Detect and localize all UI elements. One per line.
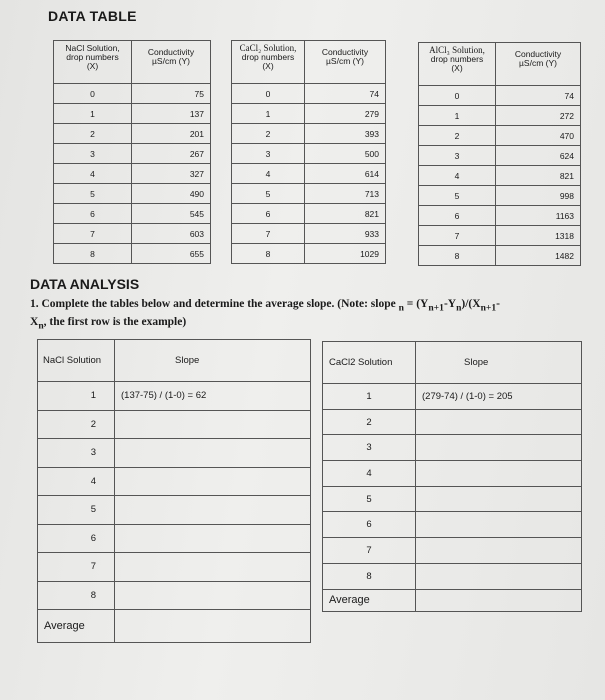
table-row: [54, 144, 211, 164]
table-row: [38, 410, 311, 439]
table-row: [54, 204, 211, 224]
table-row: [323, 409, 582, 435]
table-row: [419, 206, 581, 226]
slope-cell: [416, 486, 582, 512]
conductivity-cell: 279: [305, 104, 386, 124]
table-row: [54, 104, 211, 124]
conductivity-cell: 1482: [496, 246, 581, 266]
drop-number-cell: 8: [419, 246, 496, 266]
drop-number-cell: 6: [419, 206, 496, 226]
table-row: [54, 124, 211, 144]
row-number-cell: 1: [323, 384, 416, 410]
table-row: [419, 86, 581, 106]
table-row: [54, 84, 211, 104]
page-title: DATA TABLE: [48, 8, 137, 24]
table-row: [323, 486, 582, 512]
slope-cell: [115, 553, 311, 582]
conductivity-cell: 998: [496, 186, 581, 206]
slope-cell: [115, 439, 311, 468]
conductivity-cell: 624: [496, 146, 581, 166]
nacl-y-header: Conductivity µS/cm (Y): [132, 41, 211, 84]
table-row: [232, 164, 386, 184]
conductivity-cell: 74: [305, 84, 386, 104]
slope-cell: [115, 496, 311, 525]
table-row: [419, 106, 581, 126]
table-row: [38, 524, 311, 553]
drop-number-cell: 3: [54, 144, 132, 164]
row-number-cell: 6: [323, 512, 416, 538]
table-row: [323, 538, 582, 564]
row-number-cell: 8: [323, 563, 416, 589]
slope-cell: [416, 461, 582, 487]
conductivity-cell: 272: [496, 106, 581, 126]
instructions: 1. Complete the tables below and determine the average slope. (Note: slope $_n = (Y_{n+1}-Y_n)/(X_{n+1}-$ $X_n$, the first row is the example): [30, 298, 500, 332]
table-row: [232, 224, 386, 244]
table-row: [54, 244, 211, 264]
drop-number-cell: 7: [232, 224, 305, 244]
row-number-cell: 4: [323, 461, 416, 487]
slope-cell: [115, 581, 311, 610]
drop-number-cell: 4: [54, 164, 132, 184]
conductivity-cell: 1163: [496, 206, 581, 226]
average-label: Average: [38, 610, 115, 643]
slope-cell: [115, 410, 311, 439]
conductivity-cell: 267: [132, 144, 211, 164]
drop-number-cell: 1: [54, 104, 132, 124]
table-row: [323, 512, 582, 538]
table-row: [232, 104, 386, 124]
average-slope-cell: [416, 589, 582, 611]
table-row: [38, 581, 311, 610]
row-number-cell: 3: [323, 435, 416, 461]
drop-number-cell: 6: [54, 204, 132, 224]
conductivity-cell: 327: [132, 164, 211, 184]
conductivity-cell: 490: [132, 184, 211, 204]
drop-number-cell: 2: [419, 126, 496, 146]
nacl-data-table: [53, 40, 211, 264]
table-row: [54, 184, 211, 204]
slope-cell: (279-74) / (1-0) = 205: [416, 384, 582, 410]
drop-number-cell: 0: [419, 86, 496, 106]
slope-cell: [416, 538, 582, 564]
drop-number-cell: 6: [232, 204, 305, 224]
drop-number-cell: 3: [419, 146, 496, 166]
table-row: [232, 84, 386, 104]
conductivity-cell: 137: [132, 104, 211, 124]
slope-cell: (137-75) / (1-0) = 62: [115, 382, 311, 411]
analysis-title: DATA ANALYSIS: [30, 276, 140, 292]
nacl-solution-header: NaCl Solution: [38, 340, 115, 382]
average-row: [38, 610, 311, 643]
average-row: [323, 589, 582, 611]
conductivity-cell: 470: [496, 126, 581, 146]
row-number-cell: 2: [323, 409, 416, 435]
table-row: [38, 382, 311, 411]
drop-number-cell: 0: [232, 84, 305, 104]
row-number-cell: 6: [38, 524, 115, 553]
conductivity-cell: 603: [132, 224, 211, 244]
row-number-cell: 1: [38, 382, 115, 411]
row-number-cell: 8: [38, 581, 115, 610]
drop-number-cell: 4: [419, 166, 496, 186]
table-row: [38, 439, 311, 468]
row-number-cell: 5: [38, 496, 115, 525]
cacl2-slope-table: [322, 341, 582, 612]
conductivity-cell: 821: [305, 204, 386, 224]
drop-number-cell: 5: [54, 184, 132, 204]
slope-cell: [416, 512, 582, 538]
conductivity-cell: 821: [496, 166, 581, 186]
cacl2-solution-header: CaCl2 Solution: [323, 342, 416, 384]
table-row: [419, 166, 581, 186]
row-number-cell: 4: [38, 467, 115, 496]
nacl-x-header: NaCl Solution, drop numbers (X): [54, 41, 132, 84]
alcl3-data-table: [418, 42, 581, 266]
conductivity-cell: 614: [305, 164, 386, 184]
conductivity-cell: 74: [496, 86, 581, 106]
drop-number-cell: 7: [419, 226, 496, 246]
row-number-cell: 7: [323, 538, 416, 564]
nacl-slope-header: Slope: [115, 340, 311, 382]
conductivity-cell: 75: [132, 84, 211, 104]
drop-number-cell: 0: [54, 84, 132, 104]
drop-number-cell: 4: [232, 164, 305, 184]
drop-number-cell: 2: [232, 124, 305, 144]
slope-cell: [416, 563, 582, 589]
table-row: [323, 563, 582, 589]
drop-number-cell: 5: [419, 186, 496, 206]
conductivity-cell: 713: [305, 184, 386, 204]
cacl2-y-header: Conductivity µS/cm (Y): [305, 41, 386, 84]
conductivity-cell: 655: [132, 244, 211, 264]
table-row: [419, 226, 581, 246]
conductivity-cell: 500: [305, 144, 386, 164]
table-row: [232, 184, 386, 204]
table-row: [232, 144, 386, 164]
table-row: [232, 244, 386, 264]
drop-number-cell: 8: [232, 244, 305, 264]
average-label: Average: [323, 589, 416, 611]
drop-number-cell: 2: [54, 124, 132, 144]
table-row: [323, 461, 582, 487]
table-row: [323, 384, 582, 410]
conductivity-cell: 545: [132, 204, 211, 224]
drop-number-cell: 7: [54, 224, 132, 244]
slope-cell: [115, 524, 311, 553]
drop-number-cell: 3: [232, 144, 305, 164]
slope-cell: [115, 467, 311, 496]
slope-cell: [416, 409, 582, 435]
drop-number-cell: 1: [232, 104, 305, 124]
table-row: [419, 246, 581, 266]
cacl2-slope-header: Slope: [416, 342, 582, 384]
table-row: [323, 435, 582, 461]
nacl-slope-table: [37, 339, 311, 643]
drop-number-cell: 8: [54, 244, 132, 264]
row-number-cell: 3: [38, 439, 115, 468]
table-row: [38, 553, 311, 582]
average-slope-cell: [115, 610, 311, 643]
table-row: [54, 164, 211, 184]
cacl2-x-header: CaCl₂ Solution, drop numbers (X): [232, 41, 305, 84]
table-row: [419, 146, 581, 166]
slope-cell: [416, 435, 582, 461]
row-number-cell: 5: [323, 486, 416, 512]
row-number-cell: 2: [38, 410, 115, 439]
drop-number-cell: 1: [419, 106, 496, 126]
conductivity-cell: 393: [305, 124, 386, 144]
conductivity-cell: 933: [305, 224, 386, 244]
table-row: [419, 186, 581, 206]
row-number-cell: 7: [38, 553, 115, 582]
table-row: [38, 467, 311, 496]
drop-number-cell: 5: [232, 184, 305, 204]
conductivity-cell: 201: [132, 124, 211, 144]
table-row: [54, 224, 211, 244]
conductivity-cell: 1029: [305, 244, 386, 264]
table-row: [38, 496, 311, 525]
table-row: [419, 126, 581, 146]
conductivity-cell: 1318: [496, 226, 581, 246]
alcl3-y-header: Conductivity µS/cm (Y): [496, 43, 581, 86]
alcl3-x-header: AlCl₃ Solution, drop numbers (X): [419, 43, 496, 86]
table-row: [232, 204, 386, 224]
table-row: [232, 124, 386, 144]
cacl2-data-table: [231, 40, 386, 264]
